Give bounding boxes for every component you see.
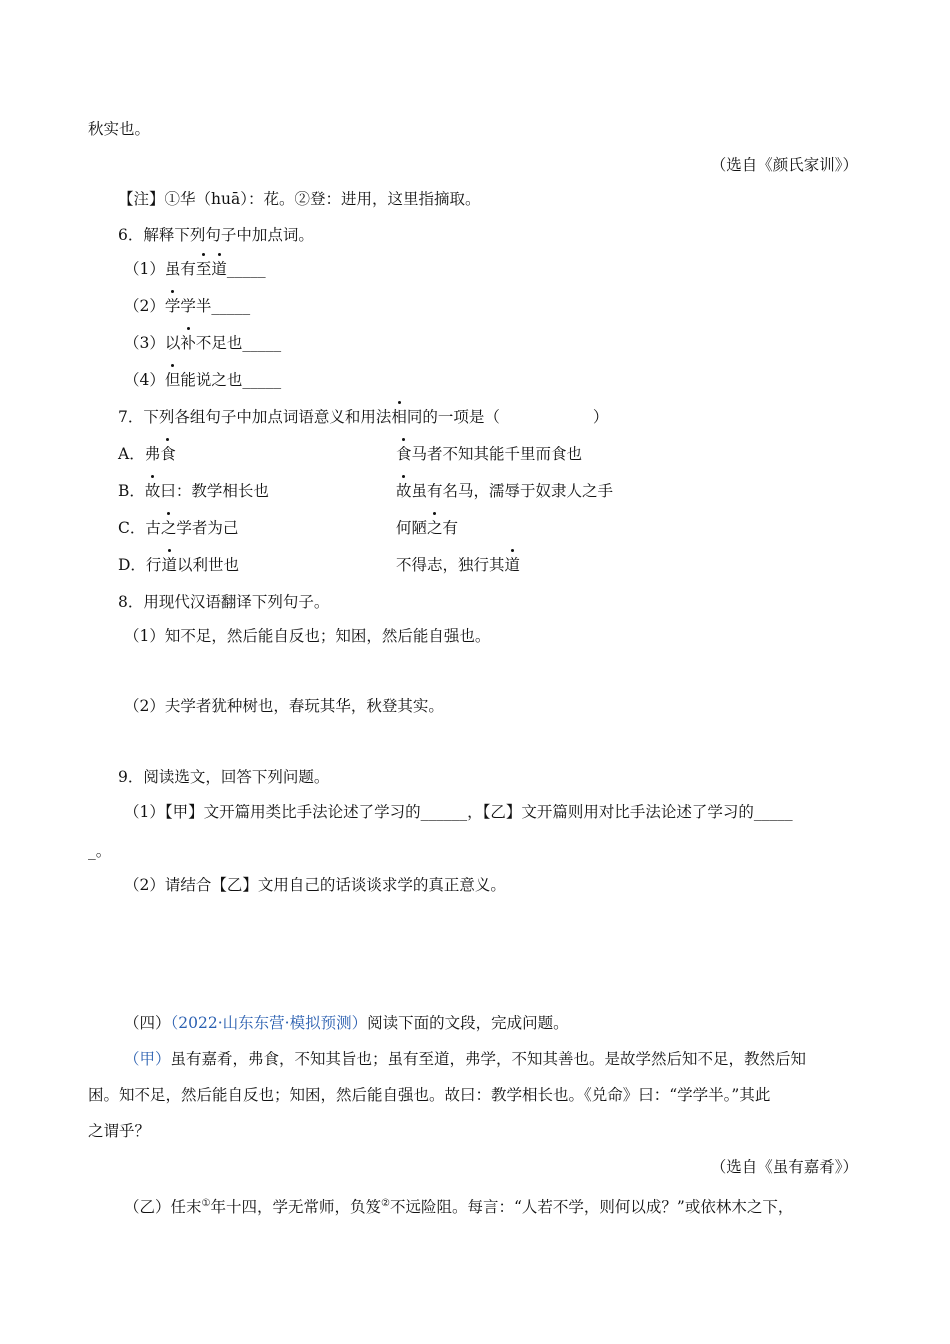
option-c-left: C．古之学者为己 [118,519,239,537]
source-tag: （2022·山东东营·模拟预测） [170,1014,368,1032]
question-8: 8．用现代汉语翻译下列句子。 [118,593,330,611]
question-7: 7．下列各组句子中加点词语意义和用法相同的一项是（ ） [118,408,609,426]
option-c-right: 何陋之有 [396,519,459,537]
source-citation: （选自《颜氏家训》） [710,156,858,174]
option-d-left: D．行道以利世也 [118,556,239,574]
passage-yi-line-1: （乙）任末①年十四，学无常师，负笈②不远险阻。每言：“人若不学，则何以成？”或依林木之下， [124,1198,794,1217]
passage-jia-line-3: 之谓乎？ [88,1122,151,1140]
option-a-right: 食马者不知其能千里而食也 [396,445,583,463]
question-6: 6．解释下列句子中加点词。 [118,226,314,244]
option-b-left: B．故曰：教学相长也 [118,482,269,500]
section-4-heading: （四）（2022·山东东营·模拟预测）阅读下面的文段，完成问题。 [124,1014,569,1032]
option-b-right: 故虽有名马，濡辱于奴隶人之手 [396,482,614,500]
question-6-item-3: （3）以补不足也_____ [124,334,282,352]
passage-jia-line-2: 困。知不足，然后能自反也；知困，然后能自强也。故曰：教学相长也。《兑命》曰：“学学半。”其此 [88,1086,771,1104]
question-6-item-1: （1）虽有至道_____ [124,260,266,278]
option-a-left: A．弗食 [118,445,176,463]
question-6-item-2: （2）学学半_____ [124,297,251,315]
question-9: 9．阅读选文，回答下列问题。 [118,768,330,786]
option-d-right: 不得志，独行其道 [396,556,521,574]
question-8-item-2: （2）夫学者犹种树也，春玩其华，秋登其实。 [124,697,444,715]
annotation-note: 【注】①华（huā）：花。②登：进用，这里指摘取。 [118,190,481,208]
question-6-item-4: （4）但能说之也_____ [124,371,282,389]
question-8-item-1: （1）知不足，然后能自反也；知困，然后能自强也。 [124,627,491,645]
question-9-item-1: （1）【甲】文开篇用类比手法论述了学习的______，【乙】文开篇则用对比手法论述了学习的_____ [124,803,793,821]
source-citation: （选自《虽有嘉肴》） [710,1158,858,1176]
text-line: 秋实也。 [88,120,151,138]
question-9-item-2: （2）请结合【乙】文用自己的话谈谈求学的真正意义。 [124,876,506,894]
passage-jia-line-1: （甲）虽有嘉肴，弗食，不知其旨也；虽有至道，弗学，不知其善也。是故学然后知不足，教然后知 [124,1050,807,1068]
question-9-item-1-cont: _。 [88,842,112,860]
